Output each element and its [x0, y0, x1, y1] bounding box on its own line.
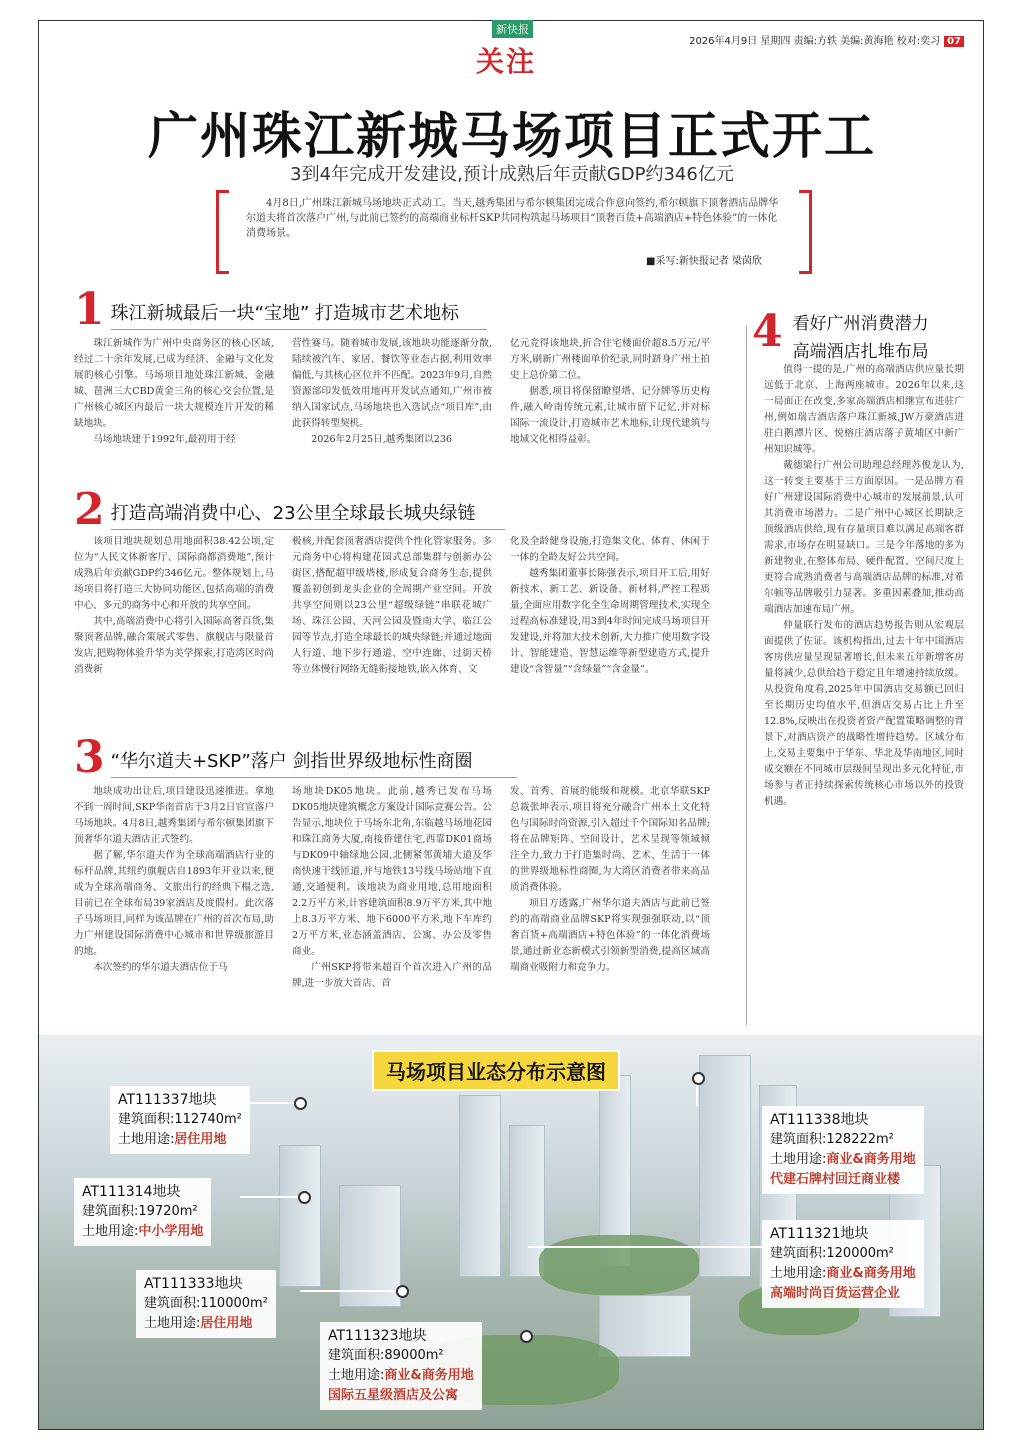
plot-marker — [520, 1330, 533, 1343]
plot-callout-at111321 — [762, 1220, 924, 1308]
section-4-body — [764, 362, 964, 810]
plot-use: 居住用地 — [200, 1316, 253, 1331]
paragraph: 化及全龄健身设施,打造集文化、体育、休闲于一体的全龄友好公共空间。 — [510, 536, 710, 563]
plot-use-row — [328, 1366, 474, 1386]
section-2-body — [74, 534, 734, 678]
section-4-heading — [787, 312, 929, 368]
plot-use-label: 土地用途: — [328, 1368, 385, 1383]
page-number: 07 — [944, 36, 964, 47]
byline: ■采写:新快报记者 梁茵欣 — [646, 256, 762, 267]
plot-use-detail: 国际五星级酒店及公寓 — [328, 1388, 459, 1403]
tower-building — [459, 1095, 501, 1277]
low-building — [599, 1295, 691, 1357]
plot-code: AT111323地块 — [328, 1328, 427, 1344]
plot-area: 建筑面积:120000m² — [770, 1246, 894, 1261]
plot-use-label: 土地用途: — [770, 1152, 827, 1167]
section-1-number: 1 — [74, 284, 105, 335]
paragraph: 据了解,华尔道夫作为全球高端酒店行业的标杆品牌,其纽约旗舰店自1893年开业以来,便成为全球高端商务、文旅出行的经典下榻之选,目前已在全球布局39家酒店及度假村。此次落子马场项目,同样为该品牌在广州的首次布局,助力广州建设国际消费中心城市和世界级旅游目的地。 — [74, 850, 274, 957]
section-3-body — [74, 784, 734, 992]
paragraph: 亿元竞得该地块,折合住宅楼面价超8.5万元/平方米,刷新广州楼面单价纪录,同时跻身广州土拍史上总价第二位。 — [510, 338, 710, 381]
section-3-heading: “华尔道夫+SKP”落户 剑指世界级地标性商圈 — [111, 747, 517, 778]
tower-building — [699, 1055, 751, 1277]
date-editor-text: 2026年4月9日 星期四 责编:方轶 美编:黄海艳 校对:奕习 — [689, 36, 941, 47]
section-4-title — [752, 306, 929, 368]
plot-use-row — [118, 1130, 242, 1150]
paragraph: 越秀集团董事长陈强表示,项目开工后,用好新技术、新工艺、新设备、新材料,严控工程质量,全面应用数字化全生命周期管理技术,实现全过程高标准建设,用3到4年时间完成马场项目开发建设,并将加大技术创新,大力推广使用数字设计、智能建造、智慧运维等新型建造方式,提升建设“含智量”“含绿量”“含金量”。 — [510, 568, 710, 675]
plot-marker — [396, 1285, 409, 1298]
plot-code: AT111338地块 — [770, 1112, 869, 1128]
plot-marker — [692, 1072, 705, 1085]
lead-box — [216, 190, 812, 270]
plot-use-detail: 代建石牌村回迁商业楼 — [770, 1172, 901, 1187]
section-4-heading-line-2: 高端酒店扎堆布局 — [792, 342, 929, 362]
plot-callout-at111338 — [762, 1106, 924, 1194]
section-2-number: 2 — [74, 484, 105, 535]
paragraph: 地块成功出让后,项目建设迅速推进。拿地不到一周时间,SKP华南首店于3月2日官宣落户马场地块。4月8日,越秀集团与希尔顿集团旗下顶奢华尔道夫酒店正式签约。 — [74, 786, 274, 845]
plot-area: 建筑面积:112740m² — [118, 1112, 242, 1127]
section-1-title — [74, 284, 487, 335]
tower-building — [279, 1145, 321, 1287]
connector-line — [300, 1290, 400, 1292]
lead-bracket-right — [799, 190, 812, 274]
tower-building — [339, 1185, 401, 1307]
section-3-col-2 — [292, 784, 492, 992]
plot-code: AT111314地块 — [82, 1184, 181, 1200]
plot-area: 建筑面积:89000m² — [328, 1348, 444, 1363]
plot-area: 建筑面积:110000m² — [144, 1296, 268, 1311]
plot-use-row — [770, 1150, 916, 1170]
paragraph: 项目方透露,广州华尔道夫酒店与此前已签约的高端商业品牌SKP将实现强强联动,以“顶奢百货+高端酒店+特色体验”的一体化消费场景,通过新业态新模式引领新型消费,提高区域高端商业吸附力和竞争力。 — [510, 898, 710, 973]
paragraph: 据悉,项目将保留瞭望塔、记分牌等历史构件,融入岭南传统元素,让城市留下记忆,并对标国际一流设计,打造城市艺术地标,让现代建筑与地域文化相得益彰。 — [510, 386, 710, 445]
subhead: 3到4年完成开发建设,预计成熟后年贡献GDP约346亿元 — [290, 164, 734, 185]
paragraph: 马场地块建于1992年,最初用于经 — [93, 434, 236, 445]
plot-use-detail: 高端时尚百货运营企业 — [770, 1286, 901, 1301]
paragraph: 值得一提的是,广州的高端酒店供应量长期远低于北京、上海两座城市。2026年以来,这一局面正在改变,多家高端酒店相继宣布进驻广州,例如瑞吉酒店落户珠江新城,JW万豪酒店进驻白鹅潭片区、悦榕庄酒店落子黄埔区中新广州知识城等。 — [764, 364, 964, 455]
paragraph: 极核,并配套顶奢酒店提供个性化管家服务。多元商务中心将构建花园式总部集群与创新办公街区,搭配超甲级塔楼,形成复合商务生态,提供覆盖初创到龙头企业的全周期产业空间。开放共享空间则以23公里“超级绿链”串联花城广场、珠江公园、天河公园及暨南大学、临江公园等节点,打造全球最长的城央绿链;并通过地面人行道、地下步行通道、空中连廊、过街天桥等立体慢行网络无缝衔接地铁,嵌入体育、文 — [292, 536, 492, 675]
paragraph: 2026年2月25日,越秀集团以236 — [311, 434, 453, 445]
paragraph: 广州SKP将带来超百个首次进入广州的品牌,进一步放大首店、首 — [292, 962, 492, 989]
map-title: 马场项目业态分布示意图 — [372, 1050, 620, 1091]
paragraph: 戴德梁行广州公司助理总经理苏俊龙认为,这一转变主要基于三方面原因。一是品牌方看好广州建设国际消费中心城市的发展前景,认可其消费市场潜力。二是广州中心城区长期缺乏顶级酒店供给,现有存量项目难以满足高端客群需求,市场存在明显缺口。三是今年落地的多为新建物业,在整体布局、硬件配置、空间尺度上更符合成熟消费者与高端酒店品牌的标准,对希尔顿等品牌吸引力显著。多重因素叠加,推动高端酒店加速布局广州。 — [764, 460, 964, 615]
plot-use-row — [144, 1314, 268, 1334]
plot-callout-at111314 — [74, 1178, 211, 1246]
connector-line — [528, 1246, 768, 1248]
lead-paragraph: 4月8日,广州珠江新城马场地块正式动工。当天,越秀集团与希尔顿集团完成合作意向签约,希尔顿旗下顶奢酒店品牌华尔道夫将首次落户广州,与此前已签约的高端商业标杆SKP共同构筑起马场项目“顶奢百货+高端酒店+特色体验”的一体化消费场景。 — [246, 198, 779, 239]
plot-callout-at111337 — [110, 1086, 250, 1154]
section-2-col-2 — [292, 534, 492, 678]
brand-badge: 新快报 — [492, 20, 533, 38]
plot-use-label: 土地用途: — [118, 1132, 175, 1147]
plot-marker — [298, 1191, 311, 1204]
sidebar-divider — [746, 325, 747, 1025]
paragraph: 场地块DK05地块。此前,越秀已发布马场DK05地块建筑概念方案设计国际竞赛公告。公告显示,地块位于马场东北角,东临越马场地花园和珠江商务大厦,南接侨建住宅,西靠DK01商场与DK09中轴绿地公园,北侧紧邻黄埔大道及华南快速干线匝道,并与地铁13号线马场站地下直通,交通便利。该地块为商业用地,总用地面积2.2万平方米,计容建筑面积8.9万平方米,其中地上8.3万平方米、地下6000平方米,地下车库约2万平方米,业态涵盖酒店、公寓、办公及零售商业。 — [292, 786, 492, 957]
plot-area: 建筑面积:19720m² — [82, 1204, 198, 1219]
lead-bracket-left — [216, 190, 229, 274]
paragraph: 本次签约的华尔道夫酒店位于马 — [93, 962, 228, 973]
connector-line — [246, 1102, 296, 1104]
section-3-title — [74, 732, 517, 783]
section-1-col-2 — [292, 336, 492, 448]
plot-code: AT111321地块 — [770, 1226, 869, 1242]
plot-use: 中小学用地 — [138, 1224, 204, 1239]
plot-code: AT111333地块 — [144, 1276, 243, 1292]
section-1-col-3 — [510, 336, 710, 448]
plot-use: 商业&商务用地 — [384, 1368, 474, 1383]
section-1-col-1 — [74, 336, 274, 448]
date-line — [689, 32, 964, 47]
section-1-heading: 珠江新城最后一块“宝地” 打造城市艺术地标 — [111, 299, 487, 330]
plot-use-label: 土地用途: — [770, 1266, 827, 1281]
plot-use: 商业&商务用地 — [826, 1266, 916, 1281]
plot-callout-at111333 — [136, 1270, 276, 1338]
green-park — [539, 1235, 699, 1295]
section-3-col-1 — [74, 784, 274, 992]
plot-use-label: 土地用途: — [144, 1316, 201, 1331]
section-2-col-1 — [74, 534, 274, 678]
paragraph: 发、首秀、首展的能级和规模。北京华联SKP总裁张坤表示,项目将充分融合广州本土文化特色与国际时尚资源,引入超过千个国际知名品牌;将在品牌矩阵、空间设计、艺术呈现等领域倾注全力,致力于打造集时尚、艺术、生活于一体的世界级地标性商圈,为大湾区消费者带来高品质消费体验。 — [510, 786, 710, 893]
plot-area: 建筑面积:128222m² — [770, 1132, 894, 1147]
section-3-number: 3 — [74, 732, 105, 783]
headline: 广州珠江新城马场项目正式开工 — [148, 106, 876, 165]
paragraph: 仲量联行发布的酒店趋势报告则从宏观层面提供了佐证。该机构指出,过去十年中国酒店客房供应量呈现显著增长,但未来五年新增客房量将减少,总供给趋于稳定且年增速持续放缓。从投资角度看,2025年中国酒店交易额已回归至长期历史均值水平,但酒店交易占比上升至12.8%,反映出在投资者资产配置策略调整的背景下,对酒店资产的战略性增持趋势。区域分布上,交易主要集中于华东、华北及华南地区,同时成交额在不同城市层级间呈现出多元化特征,市场参与者正持续探索传统核心市场以外的投资机遇。 — [764, 620, 964, 807]
paragraph: 营性赛马。随着城市发展,该地块功能逐渐分散,陆续被汽车、家居、餐饮等业态占据,利用效率偏低,与其核心区位并不匹配。2023年9月,自然资源部印发低效用地再开发试点通知,广州市被纳入国家试点,马场地块也入选试点“项目库”,由此获得转型契机。 — [292, 338, 492, 429]
plot-marker — [294, 1097, 307, 1110]
plot-code: AT111337地块 — [118, 1092, 217, 1108]
paragraph: 其中,高端消费中心将引入国际高奢百货,集聚顶奢品牌,融合策展式零售、旗舰店与限量首发店,把购物体验升华为美学探索,打造湾区时尚消费新 — [74, 616, 274, 675]
paragraph: 该项目地块规划总用地面积38.42公顷,定位为“人民文体新客厅、国际商都消费地”,预计成熟后年贡献GDP约346亿元。整体规划上,马场项目将打造三大协同功能区,包括高端的消费中心、多元的商务中心和开放的共享空间。 — [74, 536, 274, 611]
section-tag: 关注 — [476, 45, 537, 78]
section-4-number: 4 — [752, 306, 783, 357]
plot-callout-at111323 — [320, 1322, 482, 1410]
section-1-body — [74, 336, 734, 448]
plot-use-label: 土地用途: — [82, 1224, 139, 1239]
section-2-heading: 打造高端消费中心、23公里全球最长城央绿链 — [111, 499, 505, 530]
paragraph: 珠江新城作为广州中央商务区的核心区域,经过二十余年发展,已成为经济、金融与文化发展的核心引擎。马场项目地处珠江新城、金融城、琶洲三大CBD黄金三角的核心交会位置,是广州核心城区内最后一块大规模连片开发的稀缺地块。 — [74, 338, 274, 429]
plot-use: 商业&商务用地 — [826, 1152, 916, 1167]
section-4-heading-line-1: 看好广州消费潜力 — [792, 314, 929, 334]
connector-line — [240, 1196, 300, 1198]
section-2-col-3 — [510, 534, 710, 678]
section-3-col-3 — [510, 784, 710, 992]
plot-use: 居住用地 — [174, 1132, 227, 1147]
section-2-title — [74, 484, 505, 535]
plot-use-row — [82, 1222, 203, 1242]
plot-use-row — [770, 1264, 916, 1284]
